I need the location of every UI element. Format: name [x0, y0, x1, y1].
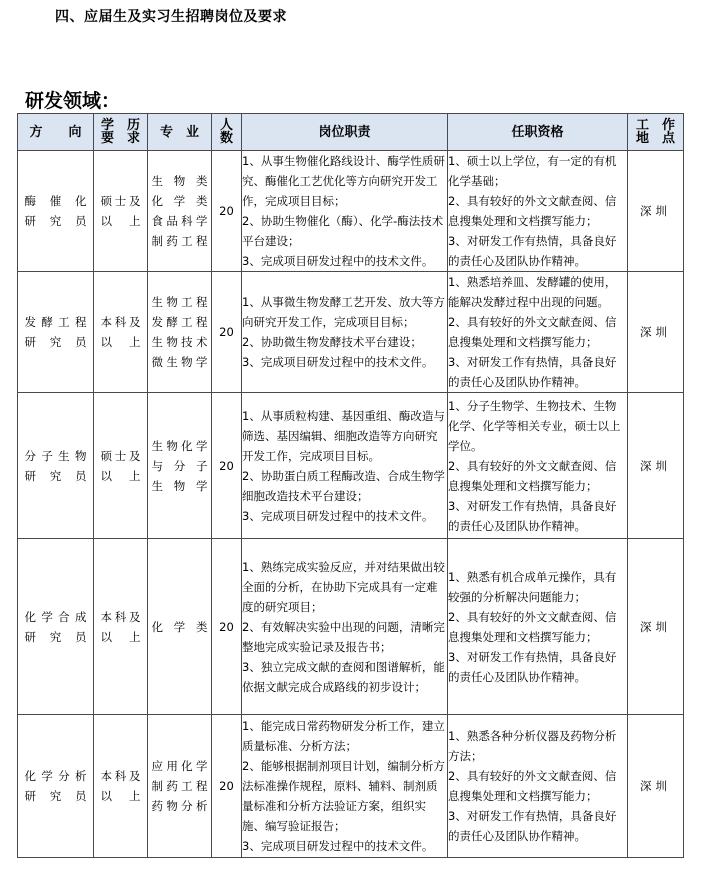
- direction-cell-line: 研究员: [24, 468, 87, 483]
- duties-cell: [242, 539, 448, 715]
- education-cell-line: 以上: [100, 214, 141, 228]
- table-header-row: [18, 114, 684, 151]
- qualifications-cell-item: 1、熟悉各种分析仪器及药物分析方法；: [448, 729, 617, 763]
- header-education: [94, 114, 148, 151]
- education-cell: [94, 272, 148, 393]
- job-table: [17, 113, 684, 858]
- direction-cell-line: 研究员: [24, 214, 87, 228]
- direction-cell-line: 酶催化: [24, 194, 87, 208]
- major-cell-line: 食品科学: [151, 214, 208, 228]
- education-cell-line: 硕士及: [100, 448, 141, 463]
- education-cell-line: 以上: [100, 789, 141, 803]
- header-direction: 方 向: [18, 114, 94, 151]
- qualifications-cell: [448, 272, 628, 393]
- major-cell-line: 与分子: [151, 458, 208, 473]
- duties-cell-item: 1、从事质粒构建、基因重组、酶改造与筛选、基因编辑、细胞改造等方向研究开发工作，完成项目目标。: [242, 408, 445, 463]
- qualifications-cell-item: 3、对研发工作有热情，具备良好的责任心及团队协作精神。: [448, 809, 617, 843]
- qualifications-cell: [448, 539, 628, 715]
- direction-cell-line: 分子生物: [24, 448, 87, 463]
- major-cell-line: 微生物学: [151, 355, 208, 369]
- direction-cell-line: 研究员: [24, 789, 87, 803]
- direction-cell: [18, 151, 94, 272]
- education-cell-line: 本科及: [100, 315, 141, 329]
- header-count-bottom: 数: [219, 130, 233, 146]
- location-cell: 深圳: [628, 151, 684, 272]
- education-cell: [94, 715, 148, 858]
- location-cell: 深圳: [628, 272, 684, 393]
- duties-cell-item: 2、协助微生物发酵技术平台建设；: [242, 335, 422, 349]
- location-cell: 深圳: [628, 715, 684, 858]
- qualifications-cell-item: 1、熟悉有机合成单元操作，具有较强的分析解决问题能力；: [448, 569, 617, 604]
- qualifications-cell-item: 2、具有较好的外文文献查阅、信息搜集处理和文档撰写能力；: [448, 609, 617, 644]
- count-cell: 20: [212, 272, 242, 393]
- major-cell-line: 化学类: [151, 194, 208, 208]
- qualifications-cell-item: 2、具有较好的外文文献查阅、信息搜集处理和文档撰写能力；: [448, 458, 617, 493]
- major-cell-line: 发酵工程: [151, 315, 208, 329]
- duties-cell: [242, 393, 448, 539]
- header-major: 专 业: [148, 114, 212, 151]
- header-count-top: 人: [219, 117, 233, 133]
- major-cell-line: 制药工程: [151, 779, 208, 793]
- duties-cell-item: 1、能完成日常药物研发分析工作，建立质量标准、分析方法；: [242, 719, 445, 753]
- table-row: [18, 539, 684, 715]
- education-cell: [94, 151, 148, 272]
- table-row: [18, 715, 684, 858]
- location-cell: 深圳: [628, 539, 684, 715]
- direction-cell-line: 化学分析: [24, 769, 87, 783]
- major-cell: [148, 715, 212, 858]
- duties-cell-item: 2、协助蛋白质工程酶改造、合成生物学细胞改造技术平台建设；: [242, 468, 445, 503]
- duties-cell-item: 2、协助生物催化（酶）、化学-酶法技术平台建设；: [242, 214, 444, 248]
- duties-cell-item: 2、有效解决实验中出现的问题，清晰完整地完成实验记录及报告书；: [242, 619, 445, 654]
- qualifications-cell-item: 2、具有较好的外文文献查阅、信息搜集处理和文档撰写能力；: [448, 315, 617, 349]
- education-cell-line: 本科及: [100, 609, 141, 624]
- duties-cell: [242, 715, 448, 858]
- area-title: 研发领域：: [25, 90, 121, 112]
- count-cell: 20: [212, 715, 242, 858]
- direction-cell-line: 发酵工程: [24, 315, 87, 329]
- qualifications-cell-item: 2、具有较好的外文文献查阅、信息搜集处理和文档撰写能力；: [448, 769, 617, 803]
- duties-cell-item: 3、完成项目研发过程中的技术文件。: [242, 508, 434, 523]
- major-cell: [148, 539, 212, 715]
- duties-cell-item: 3、完成项目研发过程中的技术文件。: [242, 254, 434, 268]
- duties-cell: [242, 151, 448, 272]
- duties-cell: [242, 272, 448, 393]
- education-cell-line: 本科及: [100, 769, 141, 783]
- major-cell: [148, 272, 212, 393]
- qualifications-cell-item: 1、硕士以上学位，有一定的有机化学基础；: [448, 154, 617, 188]
- header-location: [628, 114, 684, 151]
- direction-cell-line: 研究员: [24, 335, 87, 349]
- qualifications-cell-item: 3、对研发工作有热情，具备良好的责任心及团队协作精神。: [448, 355, 617, 389]
- duties-cell-item: 1、熟练完成实验反应，并对结果做出较全面的分析，在协助下完成具有一定难度的研究项目；: [242, 559, 445, 614]
- major-cell-line: 制药工程: [151, 234, 208, 248]
- duties-cell-item: 1、从事生物催化路线设计、酶学性质研究、酶催化工艺优化等方向研究开发工作，完成项目目标；: [242, 154, 445, 208]
- education-cell-line: 以上: [100, 629, 141, 644]
- direction-cell-line: 研究员: [24, 629, 87, 644]
- qualifications-cell-item: 3、对研发工作有热情，具备良好的责任心及团队协作精神。: [448, 234, 617, 268]
- qualifications-cell-item: 2、具有较好的外文文献查阅、信息搜集处理和文档撰写能力；: [448, 194, 617, 228]
- education-cell: [94, 539, 148, 715]
- direction-cell: [18, 393, 94, 539]
- major-cell-line: 生物技术: [151, 335, 208, 349]
- duties-cell-item: 3、完成项目研发过程中的技术文件。: [242, 355, 434, 369]
- count-cell: 20: [212, 151, 242, 272]
- qualifications-cell-item: 1、分子生物学、生物技术、生物化学、化学等相关专业，硕士以上学位。: [448, 398, 621, 453]
- header-location-bottom: 地 点: [635, 130, 675, 146]
- education-cell-line: 硕士及: [100, 194, 141, 208]
- table-row: [18, 393, 684, 539]
- qualifications-cell: [448, 151, 628, 272]
- table-row: [18, 272, 684, 393]
- duties-cell-item: 3、完成项目研发过程中的技术文件。: [242, 839, 434, 853]
- duties-cell-item: 1、从事微生物发酵工艺开发、放大等方向研究开发工作，完成项目目标；: [242, 295, 445, 329]
- major-cell-line: 化学类: [151, 619, 208, 634]
- major-cell: [148, 393, 212, 539]
- major-cell-line: 药物分析: [151, 799, 208, 813]
- education-cell: [94, 393, 148, 539]
- table-row: [18, 151, 684, 272]
- major-cell: [148, 151, 212, 272]
- header-count: [212, 114, 242, 151]
- qualifications-cell: [448, 715, 628, 858]
- location-cell: 深圳: [628, 393, 684, 539]
- direction-cell: [18, 539, 94, 715]
- direction-cell: [18, 715, 94, 858]
- header-qualifications: 任职资格: [448, 114, 628, 151]
- qualifications-cell-item: 3、对研发工作有热情，具备良好的责任心及团队协作精神。: [448, 649, 617, 684]
- major-cell-line: 生物学: [151, 478, 208, 493]
- header-education-bottom: 要 求: [100, 130, 140, 146]
- major-cell-line: 生物工程: [151, 295, 208, 309]
- duties-cell-item: 2、能够根据制剂项目计划，编制分析方法标准操作规程，原料、辅料、制剂质量标准和分析方法验证方案，组织实施、编写验证报告；: [242, 759, 445, 833]
- major-cell-line: 应用化学: [151, 759, 208, 773]
- qualifications-cell: [448, 393, 628, 539]
- education-cell-line: 以上: [100, 335, 141, 349]
- count-cell: 20: [212, 393, 242, 539]
- duties-cell-item: 3、独立完成文献的查阅和图谱解析，能依据文献完成合成路线的初步设计；: [242, 659, 445, 694]
- direction-cell: [18, 272, 94, 393]
- header-education-top: 学 历: [100, 117, 140, 133]
- major-cell-line: 生物类: [151, 174, 208, 188]
- header-location-top: 工 作: [635, 117, 675, 133]
- direction-cell-line: 化学合成: [24, 609, 87, 624]
- qualifications-cell-item: 1、熟悉培养皿、发酵罐的使用，能解决发酵过程中出现的问题。: [448, 275, 617, 309]
- education-cell-line: 以上: [100, 468, 141, 483]
- qualifications-cell-item: 3、对研发工作有热情，具备良好的责任心及团队协作精神。: [448, 498, 617, 533]
- header-duties: 岗位职责: [242, 114, 448, 151]
- major-cell-line: 生物化学: [151, 438, 208, 453]
- section-title: 四、应届生及实习生招聘岗位及要求: [55, 9, 287, 25]
- count-cell: 20: [212, 539, 242, 715]
